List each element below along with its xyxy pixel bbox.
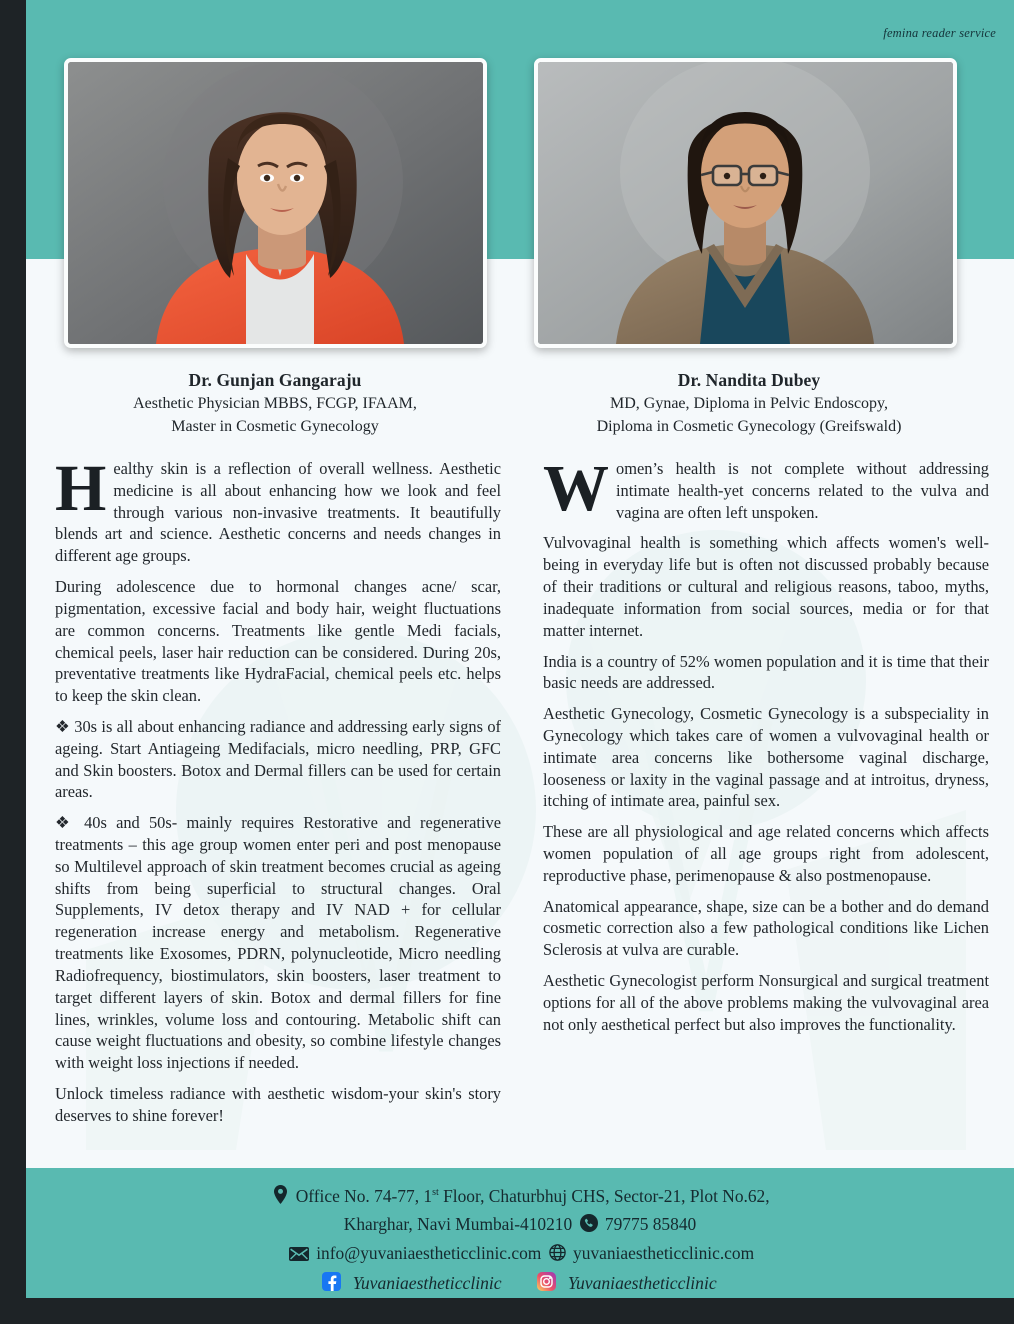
paragraph-bullet-40s-50s: ❖ 40s and 50s- mainly requires Restorative and regenerative treatments – this age group women enter peri and post menopause so Multilevel approach of skin treatment becomes crucial as ageing shifts from being superficial to structural changes. Oral Supplements, IV detox therapy and IV NAD + for cellular regeneration increase energy and metabolism. Regenerative treatments like Exosomes, PDRN, polynucleotide, Micro needling Radiofrequency, biostimulators, skin boosters, laser treatment to target different layers of skin. Botox and dermal fillers for fine lines, wrinkles, volume loss and contouring. Metabolic shift can cause weight fluctuations and obesity, so combine lifestyle changes with weight loss injections if needed. [55, 813, 501, 1073]
paragraph: During adolescence due to hormonal changes acne/ scar, pigmentation, excessive facial and body hair, weight fluctuations are common concerns. Treatments like gentle Medi facials, chemical peels, laser hair reduction can be considered. During 20s, preventative treatments like HydraFacial, chemical peels etc. helps to keep the skin clean. [55, 577, 501, 706]
address-line-2-and-phone [26, 1211, 1014, 1239]
caption-dr-nandita-dubey [526, 368, 972, 438]
address-text-part-2: Floor, Chaturbhuj CHS, Sector-21, Plot No.62, [438, 1186, 770, 1206]
doctor-credentials-line-2: Diploma in Cosmetic Gynecology (Greifswald) [596, 417, 902, 435]
location-pin-icon [273, 1185, 288, 1211]
advertorial-page [26, 0, 1014, 1298]
paragraph: India is a country of 52% women population and it is time that their basic needs are addressed. [543, 651, 989, 693]
address-ordinal-suffix: st [432, 1187, 439, 1199]
contact-footer [26, 1168, 1014, 1298]
doctor-photos [26, 58, 1014, 350]
phone-icon [580, 1213, 598, 1239]
email-and-website-line [26, 1240, 1014, 1268]
caption-dr-gunjan-gangaraju [52, 368, 498, 438]
doctor-name: Dr. Nandita Dubey [677, 370, 821, 390]
email-address[interactable]: info@yuvaniaestheticclinic.com [316, 1242, 542, 1263]
paragraph: Anatomical appearance, shape, size can be a bother and do demand cosmetic correction also a few pathological conditions like Lichen Sclerosis at vulva are curable. [543, 896, 989, 960]
paragraph-bullet-30s: ❖ 30s is all about enhancing radiance and addressing early signs of ageing. Start Antiageing Medifacials, micro needling, PRP, GFC and Skin boosters. Botox and Dermal fillers can be used for certain areas. [55, 716, 501, 802]
paragraph: Aesthetic Gynecology, Cosmetic Gynecology is a subspeciality in Gynecology which takes care of women a vulvovaginal health or intimate area concerns like bothersome vaginal discharge, looseness or laxity in the vaginal passage and at introitus, dryness, itching of intimate area, painful sex. [543, 704, 989, 811]
photo-card-dr-nandita-dubey [534, 58, 957, 348]
paragraph: Vulvovaginal health is something which affects women's well-being in everyday life but is often not discussed probably because of their traditions or cultural and religious reasons, taboo, myths, inadequate information from social sources, media or for that matter internet. [543, 533, 989, 640]
address-text-line-2: Kharghar, Navi Mumbai-410210 [343, 1214, 573, 1235]
publication-label: femina reader service [883, 26, 996, 40]
article-columns [55, 452, 989, 1132]
phone-number[interactable]: 79775 85840 [604, 1214, 697, 1235]
instagram-icon[interactable] [537, 1272, 556, 1298]
photo-card-dr-gunjan-gangaraju [64, 58, 487, 348]
email-icon [289, 1242, 309, 1268]
paragraph-closing: Aesthetic Gynecologist perform Nonsurgical and surgical treatment options for all of the above problems making the vulvovaginal area not only aesthetical perfect but also improves the functionality. [543, 971, 989, 1034]
doctor-credentials-line-1: Aesthetic Physician MBBS, FCGP, IFAAM, [133, 394, 417, 412]
address-text-part-1: Office No. 74-77, 1 [295, 1186, 433, 1206]
paragraph: These are all physiological and age related concerns which affects women population of all age groups right from adolescent, reproductive phase, perimenopause & also postmenopause. [543, 822, 989, 885]
portrait-image-gunjan [68, 62, 483, 344]
globe-icon [549, 1242, 566, 1268]
facebook-icon[interactable] [322, 1272, 341, 1298]
paragraph: Healthy skin is a reflection of overall wellness. Aesthetic medicine is all about enhancing how we look and feel through various non-invasive treatments. It beautifully blends art and science. Aesthetic concerns and needs changes in different age groups. [55, 452, 501, 566]
facebook-handle[interactable]: Yuvaniaestheticclinic [352, 1273, 502, 1294]
article-column-left [55, 452, 501, 1132]
article-column-right [543, 452, 989, 1132]
doctor-credentials-line-1: MD, Gynae, Diploma in Pelvic Endoscopy, [609, 394, 889, 412]
doctor-credentials-line-2: Master in Cosmetic Gynecology [171, 417, 379, 435]
website-url[interactable]: yuvaniaestheticclinic.com [573, 1242, 755, 1263]
instagram-handle[interactable]: Yuvaniaestheticclinic [567, 1273, 717, 1294]
address-line-1 [26, 1183, 1014, 1211]
social-links-line [26, 1270, 1014, 1298]
paragraph: Women’s health is not complete without addressing intimate health-yet concerns related to the vulva and vagina are often left unspoken. [543, 452, 989, 525]
portrait-image-nandita [538, 62, 953, 344]
doctor-name: Dr. Gunjan Gangaraju [188, 370, 362, 390]
paragraph-closing: Unlock timeless radiance with aesthetic wisdom-your skin's story deserves to shine forever! [55, 1083, 501, 1125]
